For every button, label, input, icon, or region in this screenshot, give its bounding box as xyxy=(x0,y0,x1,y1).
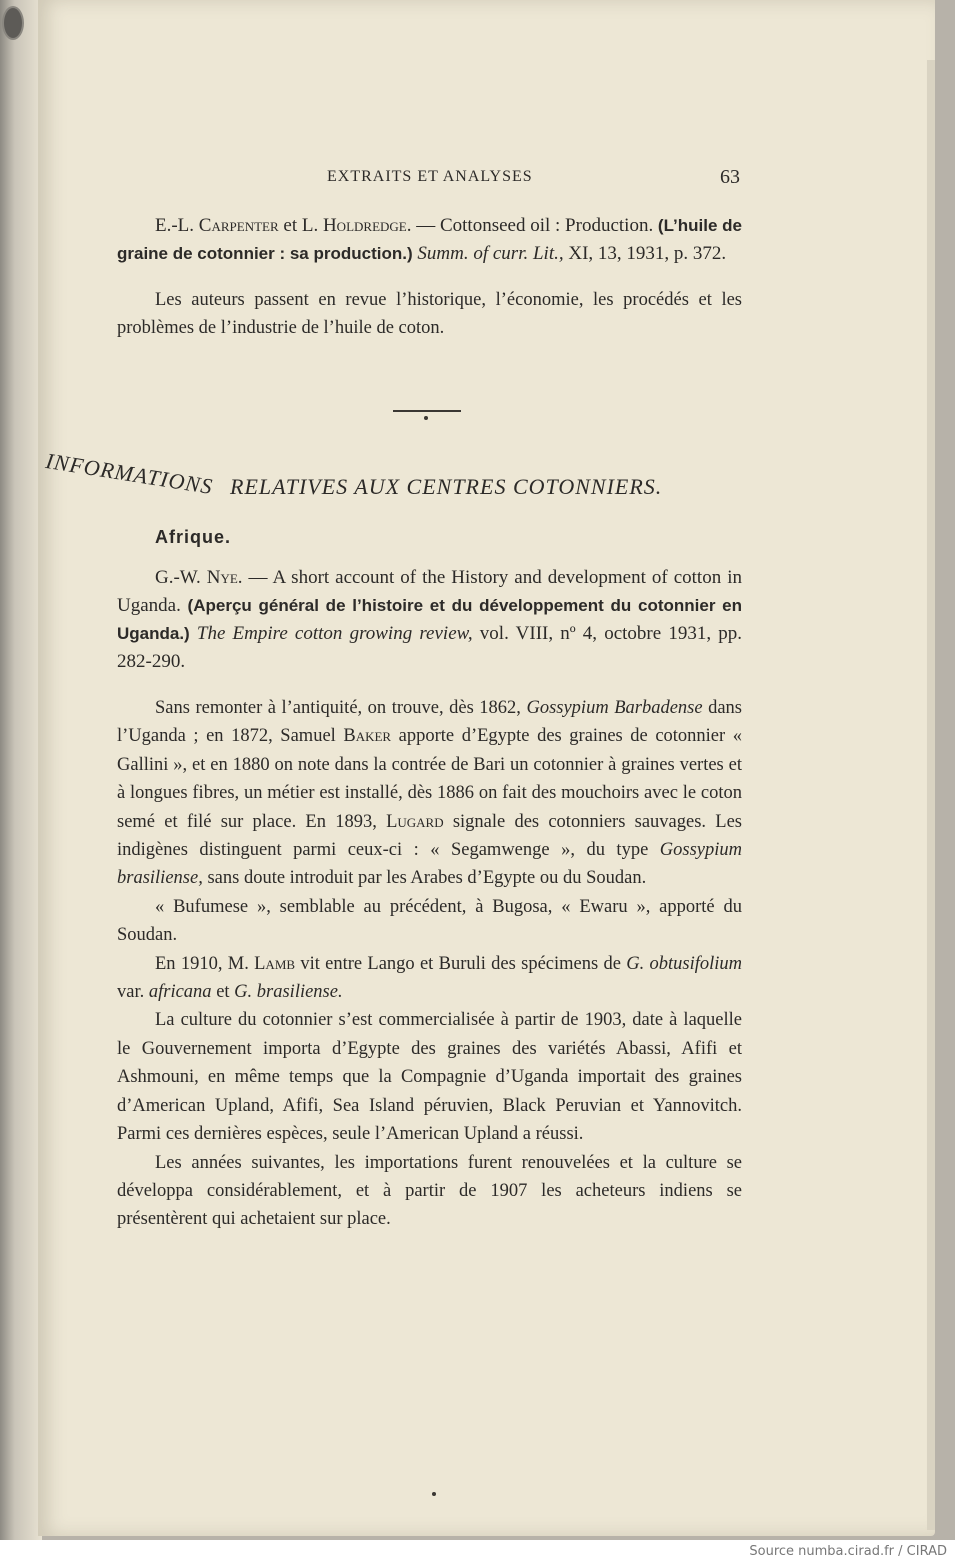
page-edge-shadow xyxy=(927,60,935,1530)
text-run: vit entre Lango et Buruli des spécimens de xyxy=(295,953,627,974)
entry-carpenter xyxy=(117,212,742,343)
text-run: apporte d’Egypte des graines de cotonnier « Gallini », et en 1880 on note dans la contrée de Bari un cotonnier à graines vertes et à longues fibres, un métier est installé, dès 1886 on fait des mouchoirs avec le coton semé et filé sur place. En 1893, xyxy=(117,726,742,832)
title-french: (L’huile de graine de cotonnier : sa production.) xyxy=(117,216,742,263)
author-nye: G.-W. Nye. xyxy=(155,567,243,588)
entry-nye-citation xyxy=(117,564,742,676)
section-heading: RELATIVES AUX CENTRES COTONNIERS. xyxy=(230,474,663,499)
text-run: dans l’Uganda ; en 1872, Samuel xyxy=(117,698,743,747)
paragraph-importations: Les années suivantes, les importations furent renouvelées et la culture se développa considérablement, et à partir de 1907 les acheteurs indiens se présentèrent qui achetaient sur place. xyxy=(117,1152,742,1230)
source-credit: Source numba.cirad.fr / CIRAD xyxy=(749,1544,947,1559)
author-carpenter: E.-L. Carpenter xyxy=(155,215,279,236)
section-divider-dot xyxy=(424,416,428,420)
species-name: G. obtusifolium xyxy=(626,953,743,974)
species-name: G. brasiliense. xyxy=(234,982,343,1003)
person-name: Lamb xyxy=(254,953,296,974)
running-head: EXTRAITS ET ANALYSES xyxy=(327,168,533,185)
text-run: Sans remonter à l’antiquité, on trouve, dès 1862, xyxy=(155,698,527,718)
section-heading-start: INFORMATIONS xyxy=(44,448,215,500)
journal-citation: vol. VIII, nº 4, octobre 1931, pp. 282-290. xyxy=(117,623,742,672)
text-run: sans doute introduit par les Arabes d’Egypte ou du Soudan. xyxy=(202,868,647,889)
paragraph-bufumese: « Bufumese », semblable au précédent, à Bugosa, « Ewaru », apporté du Soudan. xyxy=(117,896,742,946)
text-run: En 1910, M. xyxy=(155,953,255,974)
conjunction: et xyxy=(278,215,302,236)
author-holdredge: L. Holdredge. xyxy=(301,215,412,236)
journal-name: The Empire cotton growing review, xyxy=(189,623,473,644)
section-divider xyxy=(393,410,461,412)
variety-name: africana xyxy=(148,982,212,1003)
text-run: signale des cotonniers sauvages. Les indigènes distinguent parmi ceux-ci : « Segamwenge », du type xyxy=(117,811,742,861)
binding-edge xyxy=(0,0,42,1540)
text-run: et xyxy=(211,982,235,1003)
person-name: Baker xyxy=(343,726,392,747)
entry-carpenter-abstract: Les auteurs passent en revue l’historique, l’économie, les procédés et les problèmes de l’industrie de l’huile de coton. xyxy=(117,290,742,339)
paragraph-commercialisation: La culture du cotonnier s’est commercialisée à partir de 1903, date à laquelle le Gouvernement importa d’Egypte des graines des variétés Abassi, Afifi et Ashmouni, en même temps que la Compagnie d’Uganda importait des graines d’American Upland, Afifi, Sea Island péruvien, Black Peruvian et Yannovitch. Parmi ces dernières espèces, seule l’American Upland a réussi. xyxy=(117,1010,742,1145)
journal-citation: XI, 13, 1931, p. 372. xyxy=(563,243,727,264)
page-bottom-mark xyxy=(432,1492,436,1496)
species-name: Gossypium Barbadense xyxy=(526,698,703,718)
text-run: var. xyxy=(117,982,149,1003)
journal-name: Summ. of curr. Lit., xyxy=(412,243,564,264)
title-english: — A short account of the History and development of cotton in Uganda. xyxy=(117,567,742,616)
subheading-afrique: Afrique. xyxy=(155,527,232,547)
species-name: Gossypium brasiliense, xyxy=(117,840,742,889)
person-name: Lugard xyxy=(386,811,444,832)
paragraph-history xyxy=(117,694,742,893)
binding-ring xyxy=(2,6,24,40)
paragraph-lamb xyxy=(117,950,742,1007)
title-english: — Cottonseed oil : Production. xyxy=(411,215,654,236)
page-number: 63 xyxy=(720,166,740,188)
title-french: (Aperçu général de l’histoire et du développement du cotonnier en Uganda.) xyxy=(117,596,742,643)
entry-nye xyxy=(117,564,742,1234)
entry-carpenter-citation xyxy=(117,212,742,268)
